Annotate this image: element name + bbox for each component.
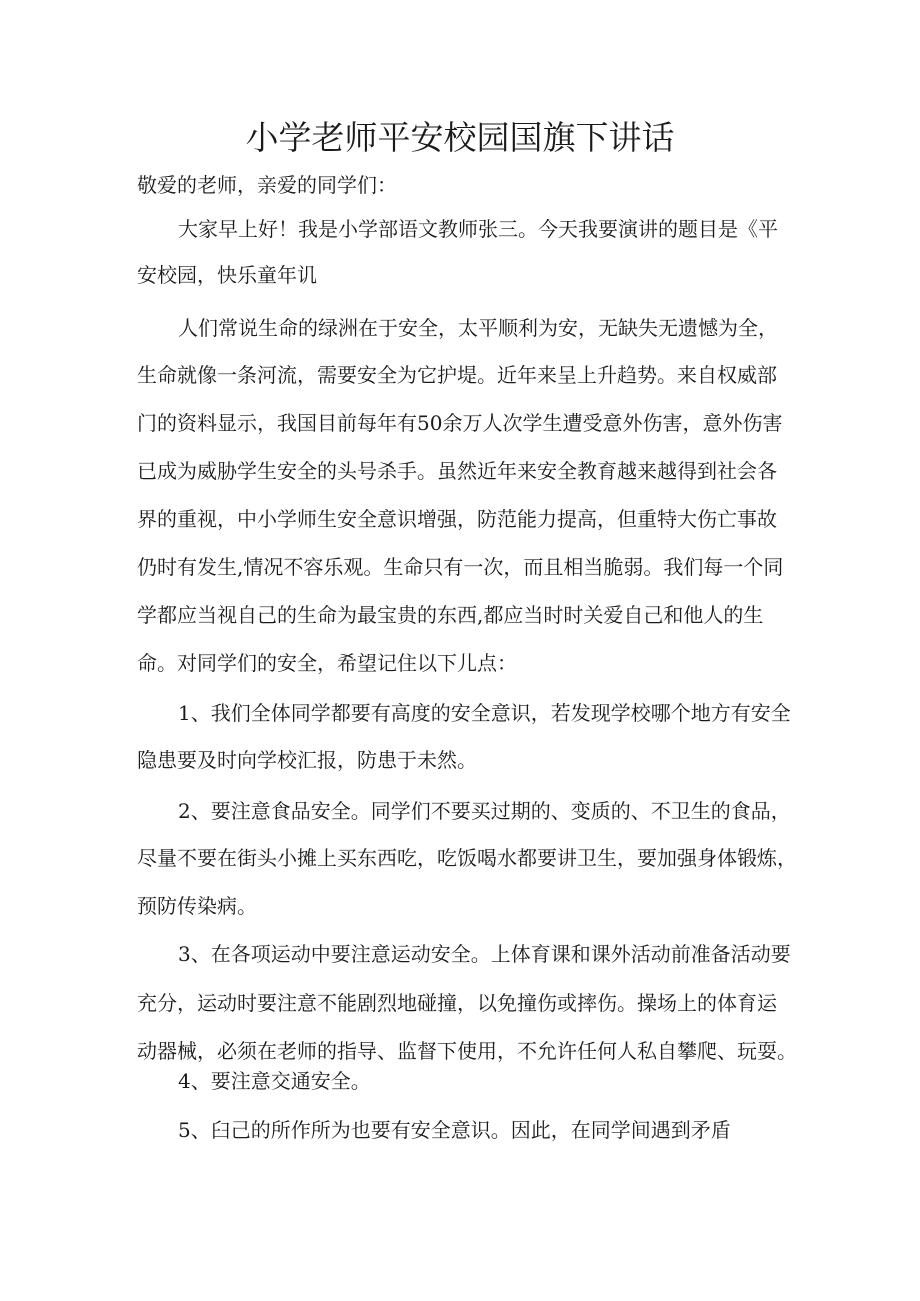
list-item-5-line-1: 5、臼己的所作所为也要有安全意识。因此，在同学间遇到矛盾 <box>178 1118 731 1142</box>
list-item-1-line-1: 1、我们全体同学都要有高度的安全意识，若发现学校哪个地方有安全 <box>178 701 791 725</box>
paragraph-2-line-8: 命。对同学们的安全，希望记住以下儿点： <box>137 651 517 675</box>
list-item-3-line-2: 充分，运动时要注意不能剧烈地碰撞，以免撞伤或摔伤。操场上的体育运 <box>137 991 777 1015</box>
paragraph-2-line-5: 界的重视，中小学师生安全意识增强，防范能力提高，但重特大伤亡事故 <box>137 507 777 531</box>
list-item-2-line-2: 尽量不要在街头小摊上买东西吃，吃饭喝水都要讲卫生，要加强身体锻炼， <box>137 846 797 870</box>
list-item-1-line-2: 隐患要及时向学校汇报，防患于未然。 <box>137 748 477 772</box>
paragraph-2-line-3: 门的资料显示，我国目前每年有50余万人次学生遭受意外伤害，意外伤害 <box>137 411 783 435</box>
list-item-2-line-3: 预防传染病。 <box>137 894 257 918</box>
paragraph-1-line-2: 安校园，快乐童年讥 <box>137 263 317 287</box>
list-item-3-line-1: 3、在各项运动中要注意运动安全。上体育课和课外活动前准备活动要 <box>178 942 791 966</box>
greeting-line: 敬爱的老师，亲爱的同学们： <box>137 173 397 197</box>
paragraph-2-line-7: 学都应当视自己的生命为最宝贵的东西,都应当时时关爱自己和他人的生 <box>137 603 764 627</box>
paragraph-2-line-1: 人们常说生命的绿洲在于安全，太平顺利为安，无缺失无遗憾为全， <box>178 316 778 340</box>
paragraph-2-line-6: 仍时有发生,情况不容乐观。生命只有一次，而且相当脆弱。我们每一个同 <box>137 555 784 579</box>
list-item-4-line-1: 4、要注意交通安全。 <box>178 1069 371 1093</box>
paragraph-1-line-1: 大家早上好！我是小学部语文教师张三。今天我要演讲的题目是《平 <box>178 217 778 241</box>
paragraph-2-line-4: 已成为威胁学生安全的头号杀手。虽然近年来安全教育越来越得到社会各 <box>137 459 777 483</box>
list-item-2-line-1: 2、要注意食品安全。同学们不要买过期的、变质的、不卫生的食品， <box>178 799 791 823</box>
list-item-3-line-3: 动器械，必须在老师的指导、监督下使用，不允许任何人私自攀爬、玩耍。 <box>137 1039 797 1063</box>
document-title: 小学老师平安校园国旗下讲话 <box>245 118 675 157</box>
paragraph-2-line-2: 生命就像一条河流，需要安全为它护堤。近年来呈上升趋势。来自权威部 <box>137 363 777 387</box>
